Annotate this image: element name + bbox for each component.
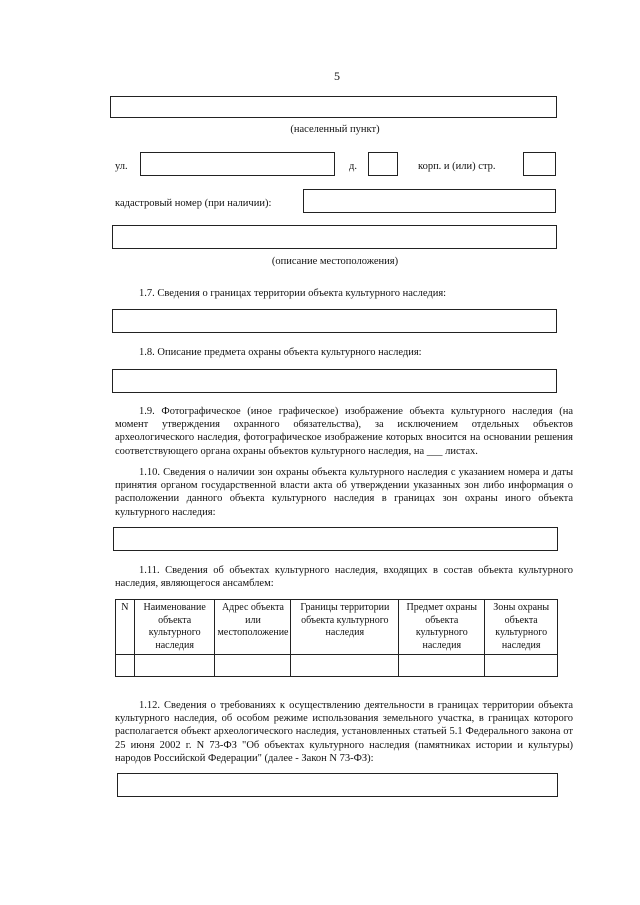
section-1-7-field[interactable] — [112, 309, 557, 333]
section-1-10-field[interactable] — [113, 527, 558, 551]
table-cell[interactable] — [215, 655, 291, 677]
building-label: корп. и (или) стр. — [418, 161, 496, 172]
table-cell[interactable] — [399, 655, 485, 677]
section-1-12-field[interactable] — [117, 773, 558, 797]
page-number: 5 — [334, 69, 340, 83]
street-field[interactable] — [140, 152, 335, 176]
settlement-field[interactable] — [110, 96, 557, 118]
street-label: ул. — [115, 161, 128, 172]
house-field[interactable] — [368, 152, 398, 176]
table-cell[interactable] — [291, 655, 399, 677]
section-1-11-text: 1.11. Сведения об объектах культурного наследия, входящих в состав объекта культурного наследия, являющегося ансамблем: — [115, 565, 573, 590]
col-header-number: N — [116, 600, 135, 655]
section-1-12-text: 1.12. Сведения о требованиях к осуществлению деятельности в границах территории объекта культурного наследия, об особом режиме использования земельного участка, в границах которого располагается объект археологического наследия, установленных статьей 5.1 Федерального закона от 25 июня 2002 г. N 73-ФЗ "Об объектах культурного наследия (памятниках истории и культуры) народов Российской Федерации" (далее - Закон N 73-ФЗ): — [115, 700, 573, 764]
house-label: д. — [349, 161, 357, 172]
section-1-10-text: 1.10. Сведения о наличии зон охраны объекта культурного наследия с указанием номера и даты принятия органом государственной власти акта об утверждении указанных зон либо информация о расположении данного объекта культурного наследия в границах зон охраны иного объекта культурного наследия: — [115, 467, 573, 518]
col-header-protection-zones: Зоны охраны объекта культурного наследия — [485, 600, 558, 655]
table-cell[interactable] — [485, 655, 558, 677]
table-row — [116, 655, 558, 677]
col-header-address: Адрес объекта или местоположение — [215, 600, 291, 655]
section-1-7-heading: 1.7. Сведения о границах территории объекта культурного наследия: — [139, 288, 447, 299]
cadastral-field[interactable] — [303, 189, 556, 213]
cadastral-label: кадастровый номер (при наличии): — [115, 198, 272, 209]
settlement-caption: (населенный пункт) — [290, 124, 380, 135]
section-1-8-heading: 1.8. Описание предмета охраны объекта культурного наследия: — [139, 347, 422, 358]
location-description-field[interactable] — [112, 225, 557, 249]
table-cell[interactable] — [116, 655, 135, 677]
col-header-protection-subject: Предмет охраны объекта культурного наследия — [399, 600, 485, 655]
table-cell[interactable] — [134, 655, 215, 677]
location-description-caption: (описание местоположения) — [271, 256, 399, 267]
table-header-row — [116, 600, 558, 655]
section-1-9-text: 1.9. Фотографическое (иное графическое) изображение объекта культурного наследия (на момент утверждения охранного обязательства), за исключением отдельных объектов археологического наследия, фотографическое изображение которых вносится на основании решения соответствующего органа охраны объектов культурного наследия, на ___ листах. — [115, 406, 573, 457]
col-header-name: Наименование объекта культурного наследия — [134, 600, 215, 655]
ensemble-table — [115, 599, 558, 677]
building-field[interactable] — [523, 152, 556, 176]
section-1-8-field[interactable] — [112, 369, 557, 393]
col-header-boundaries: Границы территории объекта культурного наследия — [291, 600, 399, 655]
